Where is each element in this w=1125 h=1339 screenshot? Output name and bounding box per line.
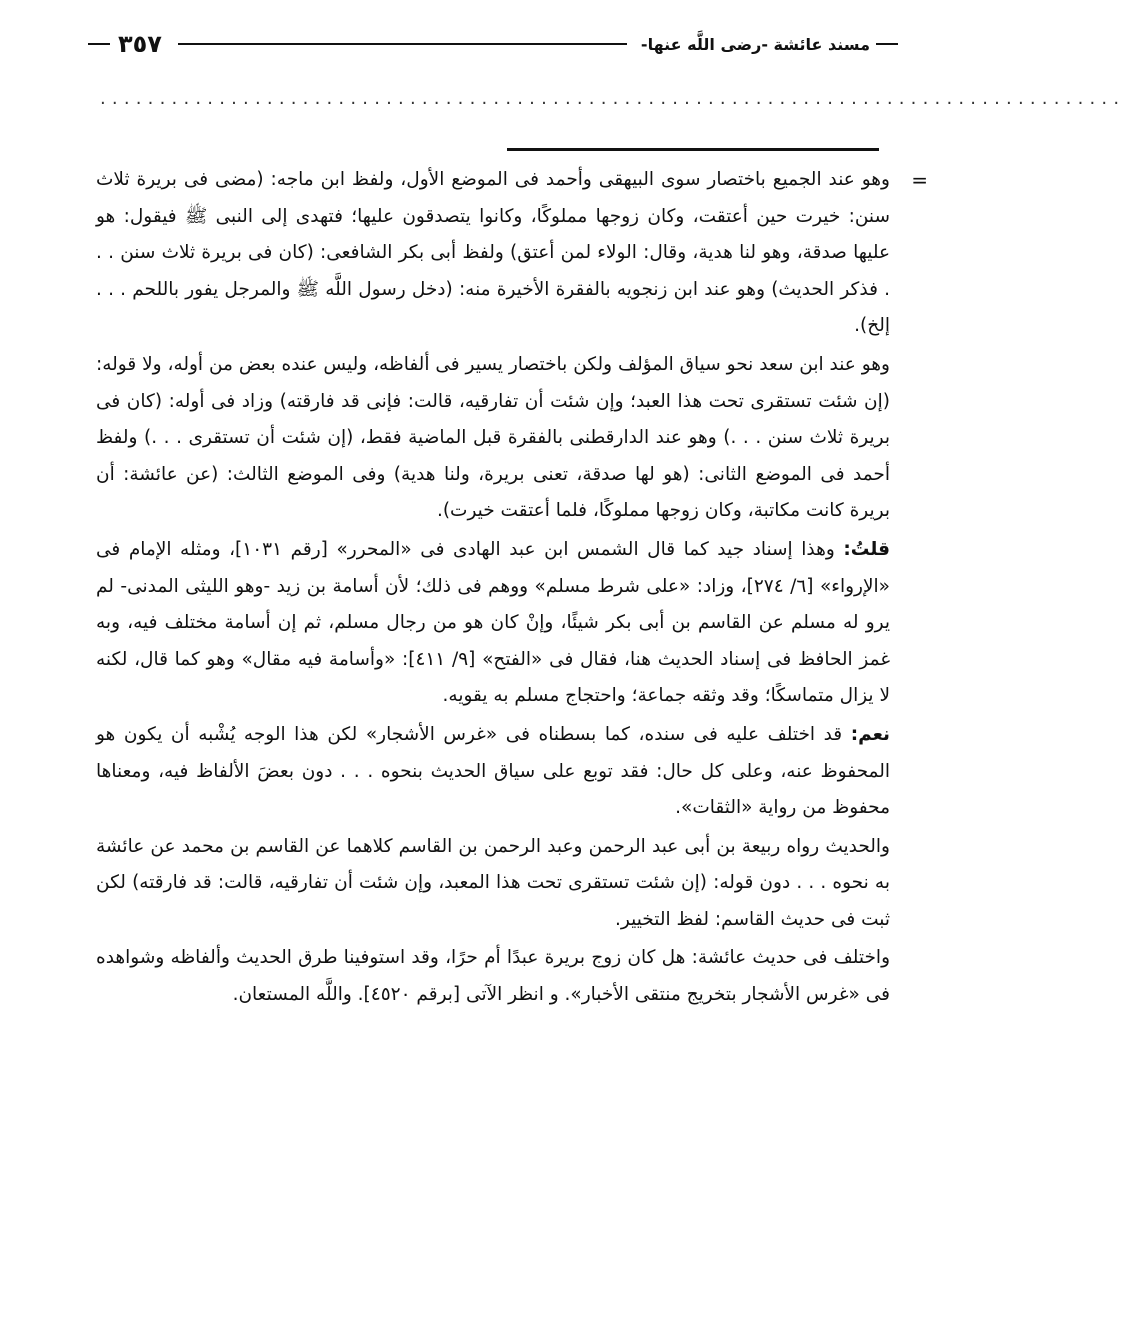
naam-keyword: نعم: bbox=[850, 723, 890, 745]
header-rule bbox=[178, 43, 627, 45]
footnote-paragraph-2: وهو عند ابن سعد نحو سياق المؤلف ولكن باختصار يسير فى ألفاظه، وليس عنده بعض من أوله، ولا قوله: (إن شئت تستقرى تحت هذا العبد؛ وإن شئت أن تفارقيه، قالت: فإنى قد فارقته) وزاد فى أوله: (كان فى بريرة ثلاث سنن . . .) وهو عند الدارقطنى بالفقرة قبل الماضية فقط، (إن شئت أن تستقرى . . .) ولفظ أحمد فى الموضع الثانى: (هو لها صدقة، تعنى بريرة، ولنا هدية) وفى الموضع الثالث: (عن عائشة: أن بريرة كانت مكاتبة، وكان زوجها مملوكًا، فلما أعتقت خيرت). bbox=[96, 353, 890, 522]
footnote-paragraph-1 bbox=[96, 162, 928, 345]
header-title: مسند عائشة -رضى اللَّه عنها- bbox=[640, 34, 870, 54]
qultu-keyword: قلتُ: bbox=[843, 538, 890, 560]
continuation-mark: = bbox=[911, 168, 928, 192]
running-header bbox=[88, 26, 898, 62]
page-number: ٣٥٧ bbox=[118, 30, 162, 58]
footnote-paragraph-3 bbox=[96, 532, 890, 715]
footnote-separator-rule bbox=[507, 148, 879, 151]
footnote-paragraph-5: والحديث رواه ربيعة بن أبى عبد الرحمن وعبد الرحمن بن القاسم كلاهما عن القاسم بن محمد عن عائشة به نحوه . . . دون قوله: (إن شئت تستقرى تحت هذا المعبد، وإن شئت أن تفارقيه، قالت: قد فارقته) لكن ثبت فى حديث القاسم: لفظ التخيير. bbox=[96, 835, 890, 930]
dotted-separator: ...................................................................................... bbox=[100, 88, 1125, 109]
paragraph-4-text: قد اختلف عليه فى سنده، كما بسطناه فى «غرس الأشجار» لكن هذا الوجه يُشْبه أن يكون هو المحفوظ عنه، وعلى كل حال: فقد توبع على سياق الحديث بنحوه . . . دون بعضَ الألفاظ فيه، ومعناها محفوظ من رواية «الثقات». bbox=[96, 723, 890, 819]
header-dash-left bbox=[88, 43, 110, 45]
footnote-paragraph-6: واختلف فى حديث عائشة: هل كان زوج بريرة عبدًا أم حرًا، وقد استوفينا طرق الحديث وألفاظه وشواهده فى «غرس الأشجار بتخريج منتقى الأخبار». و انظر الآتى [برقم ٤٥٢٠]. واللَّه المستعان. bbox=[96, 947, 890, 1006]
header-dash-right bbox=[876, 43, 898, 45]
footnote-paragraph-4 bbox=[96, 717, 890, 827]
footnote-text bbox=[96, 162, 928, 1016]
paragraph-3-text: وهذا إسناد جيد كما قال الشمس ابن عبد الهادى فى «المحرر» [رقم ١٠٣١]، ومثله الإمام فى «الإرواء» [٦/ ٢٧٤]، وزاد: «على شرط مسلم» ووهم فى ذلك؛ لأن أسامة بن زيد -وهو الليثى المدنى- لم يرو له مسلم عن القاسم بن أبى بكر شيئًا، وإنْ كان هو من رجال مسلم، ثم إن أسامة مختلف فيه، وبه غمز الحافظ فى إسناد الحديث هنا، فقال فى «الفتح» [٩/ ٤١١]: «وأسامة فيه مقال» وهو كما قال، لكنه لا يزال متماسكًا؛ وقد وثقه جماعة؛ واحتجاج مسلم به يقويه. bbox=[96, 538, 890, 707]
paragraph-1-text: وهو عند الجميع باختصار سوى البيهقى وأحمد فى الموضع الأول، ولفظ ابن ماجه: (مضى فى بريرة ثلاث سنن: خيرت حين أعتقت، وكان زوجها مملوكًا، وكانوا يتصدقون عليها؛ فتهدى إلى النبى ﷺ فيقول: هو عليها صدقة، وهو لنا هدية، وقال: الولاء لمن أعتق) ولفظ أبى بكر الشافعى: (كان فى بريرة ثلاث سنن . . . فذكر الحديث) وهو عند ابن زنجويه بالفقرة الأخيرة منه: (دخل رسول اللَّه ﷺ والمرجل يفور باللحم . . . إلخ). bbox=[96, 169, 890, 337]
